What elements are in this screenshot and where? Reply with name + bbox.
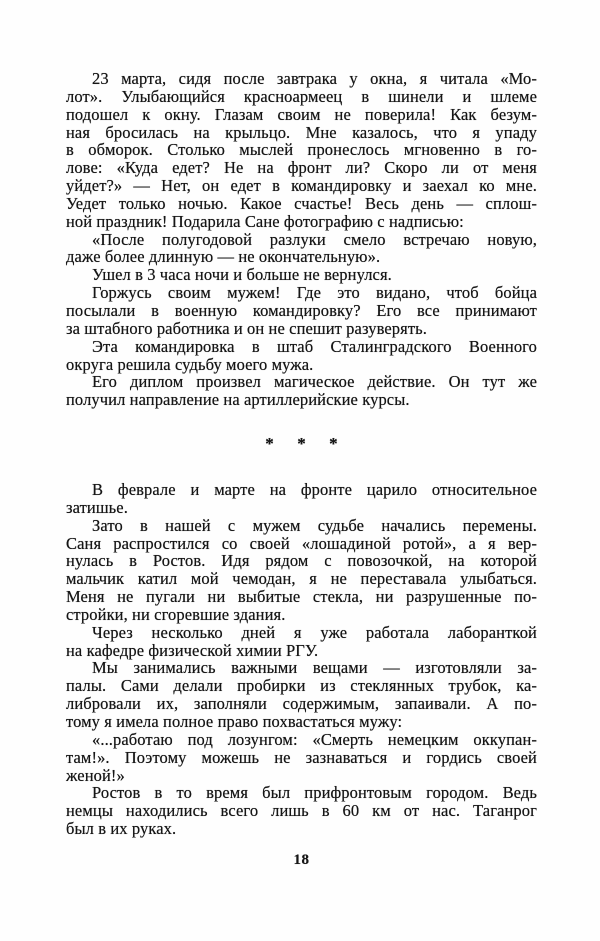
text-line: подошел к окну. Глазам своим не поверила! Как безум- — [66, 104, 537, 124]
memoir-section-2 — [66, 481, 537, 838]
paragraph — [66, 284, 537, 338]
text-line: даже более длинную — не окончательную». — [66, 247, 381, 267]
paragraph — [66, 659, 537, 730]
text-line: Меня не пугали ни выбитые стекла, ни разрушенные по- — [66, 587, 537, 607]
text-line: в обморок. Столько мыслей пронеслось мгновенно в го- — [66, 140, 537, 160]
text-line: округа решила судьбу моего мужа. — [66, 354, 314, 374]
text-line: «После полугодовой разлуки смело встречаю новую, — [92, 229, 537, 249]
paragraph — [66, 338, 537, 374]
paragraph — [66, 266, 537, 284]
paragraph — [66, 731, 537, 785]
text-line: Зато в нашей с мужем судьбе начались перемены. — [92, 515, 537, 535]
text-line: женой!» — [66, 765, 125, 785]
text-line: нулась в Ростов. Идя рядом с повозочкой, на которой — [66, 551, 537, 571]
text-line: Эта командировка в штаб Сталинградского Военного — [92, 336, 537, 356]
text-line: лот». Улыбающийся красноармеец в шинели и шлеме — [66, 86, 537, 106]
paragraph — [66, 624, 537, 660]
text-line: за штабного работника и он не спешит разуверять. — [66, 318, 427, 338]
paragraph — [66, 373, 537, 409]
text-line: «...работаю под лозунгом: «Смерть немецким оккупан- — [92, 729, 537, 749]
text-line: либровали их, заполняли содержимым, запаивали. А по- — [66, 694, 537, 714]
text-line: немцы находились всего лишь в 60 км от нас. Таганрог — [66, 801, 537, 821]
text-line: тому я имела полное право похвастаться мужу: — [66, 712, 403, 731]
text-line: ной праздник! Подарила Сане фотографию с надписью: — [66, 211, 464, 231]
text-line: Мы занимались важными вещами — изготовляли за- — [92, 658, 537, 678]
text-line: лове: «Куда едет? Не на фронт ли? Скоро ли от меня — [66, 158, 537, 178]
text-line: Через несколько дней я уже работала лаборанткой — [92, 622, 537, 642]
text-line: Горжусь своим мужем! Где это видано, чтоб бойца — [92, 283, 537, 303]
text-line: посылали в военную командировку? Его все принимают — [66, 300, 537, 320]
text-line: там!». Поэтому можешь не зазнаваться и гордись своей — [66, 747, 537, 767]
text-line: стройки, ни сгоревшие здания. — [66, 604, 286, 624]
text-line: Ростов в то время был прифронтовым городом. Ведь — [92, 783, 537, 803]
paragraph — [66, 481, 537, 517]
page-number: 18 — [293, 852, 310, 868]
text-line: затишье. — [66, 497, 128, 517]
memoir-section-1 — [66, 70, 537, 409]
paragraph — [66, 517, 537, 624]
paragraph — [66, 70, 537, 231]
text-line: на кафедре физической химии РГУ. — [66, 640, 319, 660]
text-line: уйдет?» — Нет, он едет в командировку и заехал ко мне. — [66, 176, 537, 196]
page-text — [66, 70, 537, 838]
text-line: Ушел в 3 часа ночи и больше не вернулся. — [92, 265, 392, 285]
section-separator: * * * — [265, 434, 338, 454]
text-line: ная бросилась на крыльцо. Мне казалось, что я упаду — [66, 122, 537, 142]
text-line: В феврале и марте на фронте царило относительное — [92, 480, 537, 500]
text-line: Уедет только ночью. Какое счастье! Весь день — сплош- — [66, 193, 537, 213]
text-line: мальчик катил мой чемодан, я не переставала улыбаться. — [66, 569, 537, 589]
text-line: 23 марта, сидя после завтрака у окна, я читала «Мо- — [92, 69, 537, 88]
text-line: Его диплом произвел магическое действие. Он тут же — [92, 372, 537, 392]
text-line: получил направление на артиллерийские курсы. — [66, 390, 410, 410]
paragraph — [66, 784, 537, 838]
paragraph — [66, 231, 537, 267]
text-line: палы. Сами делали пробирки из стеклянных трубок, ка- — [66, 676, 537, 696]
text-line: Саня распростился со своей «лошадиной ротой», а я вер- — [66, 533, 537, 553]
text-line: был в их руках. — [66, 819, 177, 839]
